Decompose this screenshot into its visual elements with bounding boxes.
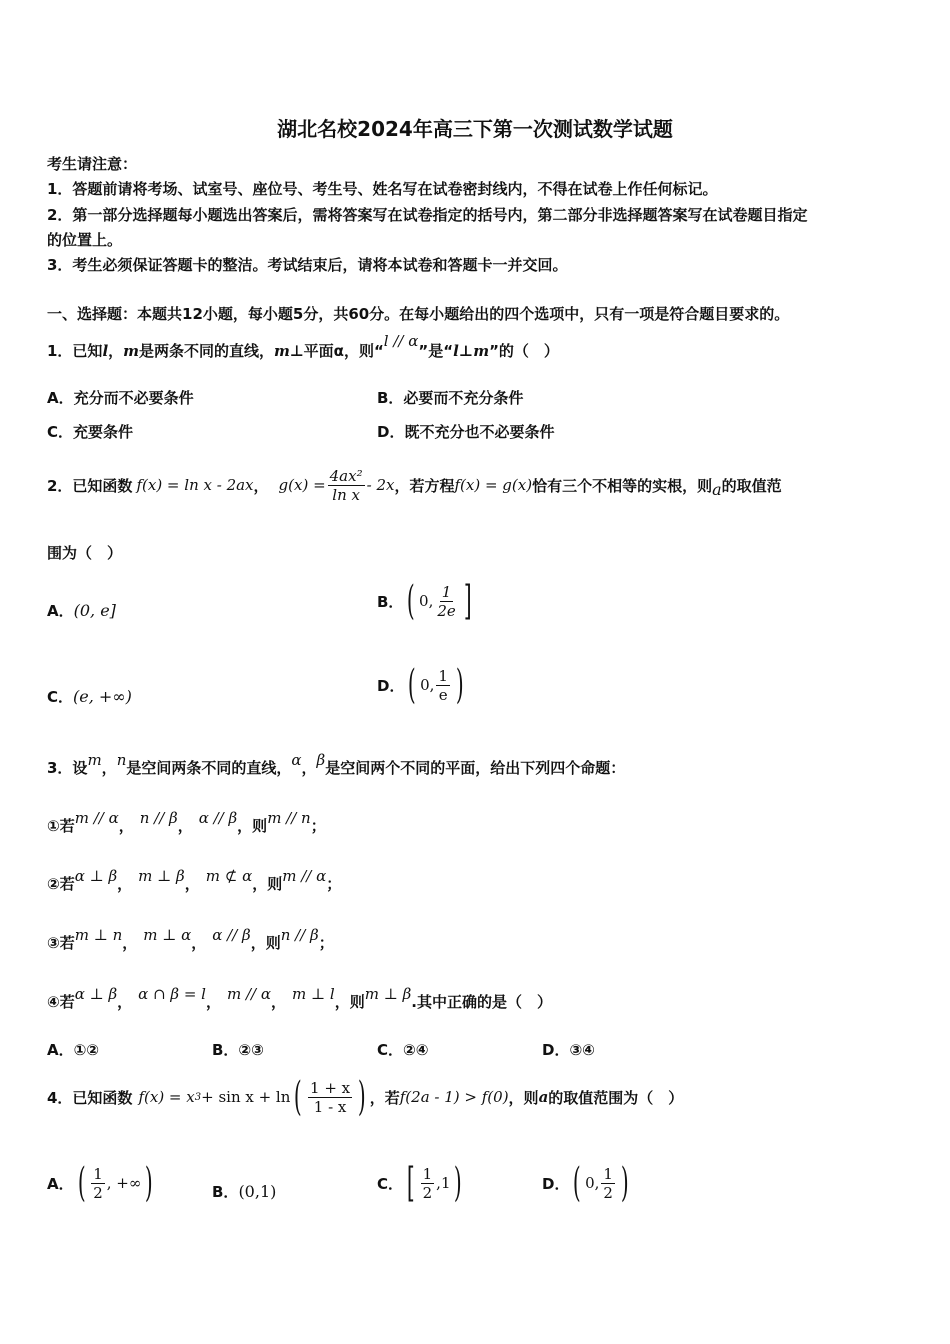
q4-option-d[interactable]: D． ( 0, $\frac{1}{2}$ ) xyxy=(542,1160,629,1206)
question-1-stem: 1．已知l，m是两条不同的直线，m⊥平面α，则“l // α”是“l⊥m”的（ ） xyxy=(47,332,559,360)
notice-item-2a: 2．第一部分选择题每小题选出答案后，需将答案写在试卷指定的括号内，第二部分非选择题答案写在试卷题目指定 xyxy=(47,206,808,224)
q2-option-b[interactable]: B． ( 0, $\frac{1}{2e}$ ] xyxy=(377,578,472,624)
q1-option-a[interactable]: A．充分而不必要条件 xyxy=(47,389,194,407)
question-2-stem: 2．已知函数 f(x) = ln x - 2ax ， g(x) = $\frac{\text{4ax²}}{\text{ln x}}$ - 2x ，若方程 f(x) = g(x) 恰有三个不相等的实根，则 a 的取值范 xyxy=(47,466,782,504)
q4-option-c[interactable]: C． [ $\frac{1}{2}$ ,1 ) xyxy=(377,1160,463,1206)
q2-option-a[interactable]: A．(0, e] xyxy=(47,601,116,620)
q3-proposition-2: ②若α ⊥ β， m ⊥ β， m ⊄ α，则m // α； xyxy=(47,867,342,893)
q3-option-a[interactable]: A．①② xyxy=(47,1041,100,1059)
q4-option-b[interactable]: B．(0,1) xyxy=(212,1182,277,1201)
q3-option-c[interactable]: C．②④ xyxy=(377,1041,429,1059)
question-2-stem-cont: 围为（ ） xyxy=(47,544,123,562)
question-3-stem: 3．设m，n是空间两条不同的直线，α，β是空间两个不同的平面，给出下列四个命题： xyxy=(47,751,626,777)
q3-proposition-3: ③若m ⊥ n， m ⊥ α， α // β，则n // β； xyxy=(47,926,334,952)
q3-proposition-1: ①若m // α， n // β， α // β，则m // n； xyxy=(47,809,326,835)
q1-option-c[interactable]: C．充要条件 xyxy=(47,423,134,441)
q3-proposition-4: ④若α ⊥ β， α ∩ β = l， m // α， m ⊥ l，则m ⊥ β.其中正确的是（ ） xyxy=(47,985,552,1011)
page-title: 湖北名校2024年高三下第一次测试数学试题 xyxy=(277,117,673,141)
q2-option-c[interactable]: C．(e, +∞) xyxy=(47,687,132,706)
q3-option-d[interactable]: D．③④ xyxy=(542,1041,595,1059)
notice-item-2b: 的位置上。 xyxy=(47,231,123,249)
notice-header: 考生请注意： xyxy=(47,155,138,173)
q3-option-b[interactable]: B．②③ xyxy=(212,1041,264,1059)
question-4-stem: 4．已知函数 f(x) = x 3 + sin x + ln ( $\frac{1 + x}{1 - x}$ ) ，若 f(2a - 1) > f(0) ，则 a 的取值范围为（ ） xyxy=(47,1074,684,1120)
notice-item-3: 3．考生必须保证答题卡的整洁。考试结束后，请将本试卷和答题卡一并交回。 xyxy=(47,256,568,274)
q4-option-a[interactable]: A． ( $\frac{1}{2}$ , +∞ ) xyxy=(47,1160,154,1206)
notice-item-1: 1．答题前请将考场、试室号、座位号、考生号、姓名写在试卷密封线内，不得在试卷上作任何标记。 xyxy=(47,180,718,198)
q2-option-d[interactable]: D． ( 0, $\frac{1}{e}$ ) xyxy=(377,662,464,708)
q1-option-d[interactable]: D．既不充分也不必要条件 xyxy=(377,423,555,441)
q1-option-b[interactable]: B．必要而不充分条件 xyxy=(377,389,524,407)
section-heading: 一、选择题：本题共12小题，每小题5分，共60分。在每小题给出的四个选项中，只有一项是符合题目要求的。 xyxy=(47,305,790,323)
